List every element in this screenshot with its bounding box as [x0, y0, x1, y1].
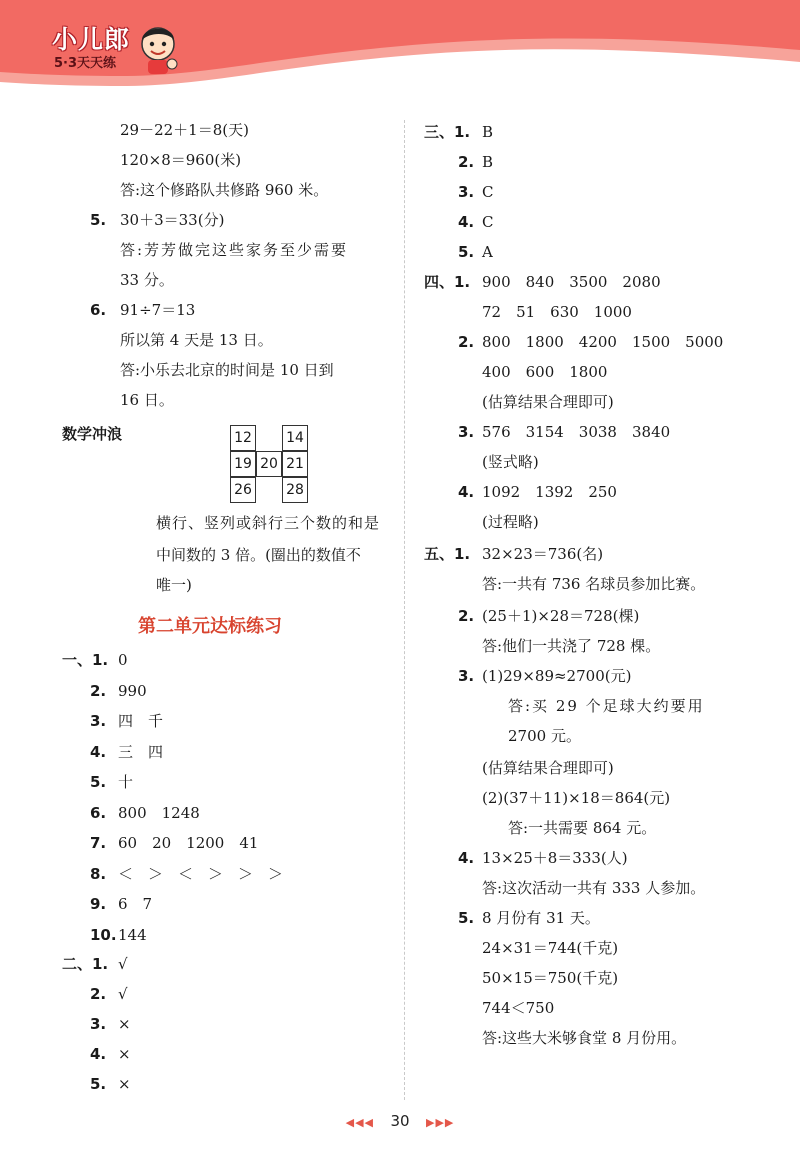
answer-value: 990 [118, 681, 147, 700]
page-number: 30 [390, 1112, 410, 1130]
question-number: 4. [90, 742, 107, 761]
answer-value: √ [118, 985, 128, 1003]
answer-line: 8 月份有 31 天。 [482, 909, 600, 927]
answer-value: × [118, 1015, 131, 1033]
question-number: 2. [458, 333, 475, 351]
header-band [0, 0, 800, 100]
answer-line: (过程略) [482, 513, 539, 531]
question-number: 3. [458, 667, 475, 685]
answer-line: 30＋3＝33(分) [120, 211, 225, 229]
question-number: 2. [458, 607, 475, 625]
answer-value: A [482, 243, 493, 261]
section-label: 四、1. [424, 273, 471, 291]
answer-line: 所以第 4 天是 13 日。 [120, 331, 273, 349]
answer-value: B [482, 123, 494, 141]
number-grid [230, 425, 308, 503]
answer-value: C [482, 183, 494, 201]
question-number: 8. [90, 864, 107, 883]
answer-line: 800 1800 4200 1500 5000 [482, 333, 724, 351]
answer-line: 33 分。 [120, 271, 174, 289]
math-surf-title: 数学冲浪 [62, 425, 123, 443]
answer-line: 答:一共需要 864 元。 [508, 819, 657, 837]
question-number: 4. [90, 1045, 107, 1063]
question-number: 7. [90, 834, 107, 852]
answer-line: 答:小乐去北京的时间是 10 日到 [120, 361, 334, 379]
question-number: 6. [90, 301, 107, 319]
answer-value: × [118, 1045, 131, 1063]
answer-line: 744＜750 [482, 999, 555, 1017]
answer-value: B [482, 153, 494, 171]
answer-line: 16 日。 [120, 391, 174, 409]
section-label: 五、1. [424, 545, 471, 563]
answer-value: 800 1248 [118, 803, 200, 822]
question-number: 4. [458, 849, 475, 867]
answer-line: (估算结果合理即可) [482, 393, 614, 411]
question-number: 3. [90, 1015, 107, 1033]
question-number: 9. [90, 895, 107, 913]
grid-cell: 26 [230, 477, 256, 503]
question-number: 2. [90, 985, 107, 1003]
answer-line: 32×23＝736(名) [482, 545, 604, 563]
answer-value: ＜ ＞ ＜ ＞ ＞ ＞ [118, 864, 284, 883]
answer-line: (竖式略) [482, 453, 539, 471]
question-number: 6. [90, 803, 107, 822]
question-number: 5. [458, 909, 475, 927]
brand-series-text: 5·3天天练 [54, 56, 117, 71]
answer-line: 29－22＋1＝8(天) [120, 121, 249, 139]
answer-line: 13×25＋8＝333(人) [482, 849, 628, 867]
question-number: 5. [90, 211, 107, 229]
right-arrows-icon: ▶▶▶ [426, 1116, 455, 1129]
question-number: 10. [90, 925, 117, 944]
answer-line: 答:芳芳做完这些家务至少需要 [120, 241, 349, 259]
question-number: 5. [90, 773, 107, 791]
answer-line: 答:这次活动一共有 333 人参加。 [482, 879, 706, 897]
surf-text: 横行、竖列或斜行三个数的和是 [156, 514, 381, 532]
grid-cell: 21 [282, 451, 308, 477]
answer-value: 0 [118, 651, 128, 669]
answer-line: 900 840 3500 2080 [482, 273, 661, 291]
grid-cell: 12 [230, 425, 256, 451]
answer-line: 答:一共有 736 名球员参加比赛。 [482, 575, 706, 593]
grid-cell: 20 [256, 451, 282, 477]
question-number: 3. [458, 423, 475, 441]
answer-value: 三 四 [118, 742, 164, 761]
grid-cell: 14 [282, 425, 308, 451]
answer-value: × [118, 1075, 131, 1093]
question-number: 4. [458, 213, 475, 231]
answer-line: 50×15＝750(千克) [482, 969, 619, 987]
question-number: 3. [90, 712, 107, 730]
answer-value: 6 7 [118, 895, 153, 913]
question-number: 5. [90, 1075, 107, 1093]
answer-line: 24×31＝744(千克) [482, 939, 619, 957]
section-label: 三、1. [424, 123, 471, 141]
answer-value: 60 20 1200 41 [118, 834, 259, 852]
grid-cell: 28 [282, 477, 308, 503]
answer-line: 576 3154 3038 3840 [482, 423, 671, 441]
column-divider [404, 120, 405, 1100]
section-label: 一、1. [62, 651, 109, 669]
brand-logo-text: 小儿郎 [52, 25, 131, 54]
answer-line: 91÷7＝13 [120, 301, 196, 319]
answer-value: C [482, 213, 494, 231]
answer-line: 答:这个修路队共修路 960 米。 [120, 181, 329, 199]
section-label: 二、1. [62, 955, 109, 973]
question-number: 4. [458, 483, 475, 501]
surf-text: 唯一) [156, 576, 192, 594]
answer-line: 120×8＝960(米) [120, 151, 242, 169]
unit-title: 第二单元达标练习 [138, 616, 282, 637]
mascot-boy-icon [136, 20, 180, 76]
answer-line: 答:他们一共浇了 728 棵。 [482, 637, 661, 655]
answer-line: (1)29×89≈2700(元) [482, 667, 632, 685]
page-footer [0, 1112, 800, 1130]
answer-line: 72 51 630 1000 [482, 303, 632, 321]
answer-line: (25＋1)×28＝728(棵) [482, 607, 640, 625]
answer-line: 400 600 1800 [482, 363, 608, 381]
question-number: 3. [458, 183, 475, 201]
answer-line: (估算结果合理即可) [482, 759, 614, 777]
answer-value: 四 千 [118, 712, 164, 730]
answer-line: 答:买 29 个足球大约要用 [508, 697, 705, 715]
grid-cell: 19 [230, 451, 256, 477]
answer-value: 十 [118, 773, 134, 791]
question-number: 2. [458, 153, 475, 171]
answer-value: 144 [118, 925, 147, 944]
answer-line: 1092 1392 250 [482, 483, 617, 501]
answer-line: (2)(37＋11)×18＝864(元) [482, 789, 671, 807]
answer-line: 2700 元。 [508, 727, 581, 745]
surf-text: 中间数的 3 倍。(圈出的数值不 [156, 546, 361, 564]
left-arrows-icon: ◀◀◀ [345, 1116, 374, 1129]
answer-value: √ [118, 955, 128, 973]
answer-line: 答:这些大米够食堂 8 月份用。 [482, 1029, 687, 1047]
question-number: 2. [90, 681, 107, 700]
question-number: 5. [458, 243, 475, 261]
